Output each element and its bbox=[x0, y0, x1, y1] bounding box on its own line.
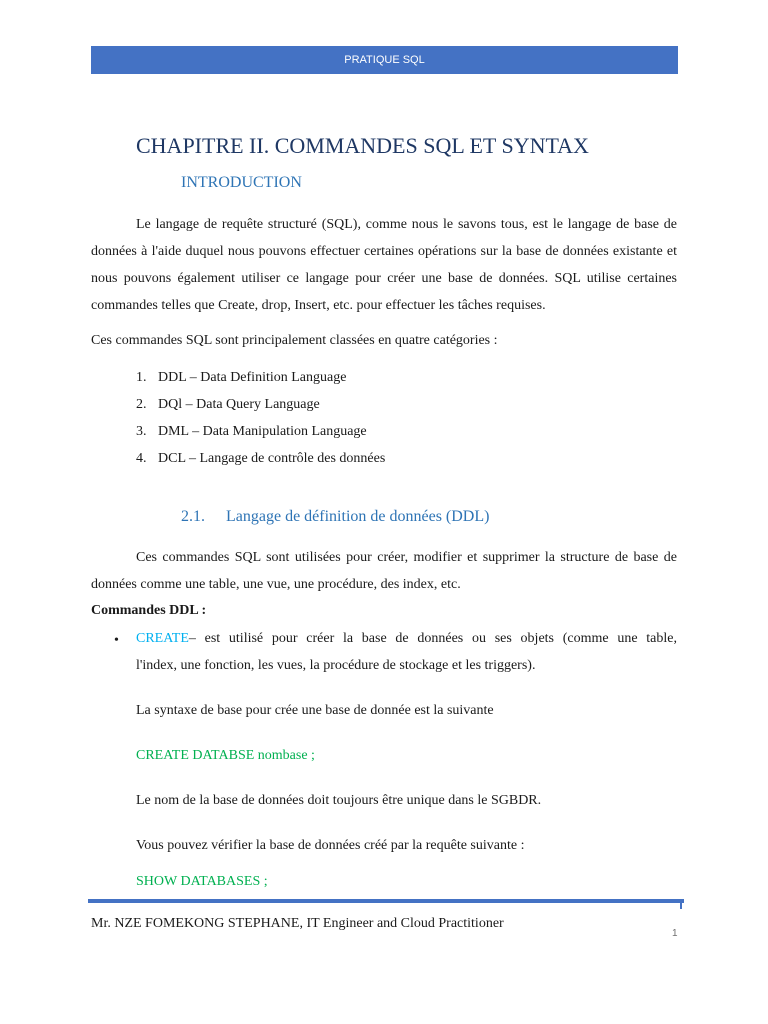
bullet-line-2: l'index, une fonction, les vues, la procédure de stockage et les triggers). bbox=[136, 658, 536, 673]
create-keyword: CREATE bbox=[136, 631, 189, 646]
footer-divider bbox=[88, 899, 684, 903]
list-separator: – bbox=[185, 451, 200, 466]
commands-label: Commandes DDL : bbox=[91, 603, 207, 618]
introduction-paragraph bbox=[91, 211, 677, 319]
bullet-dash: – bbox=[188, 631, 196, 646]
list-description: Data Manipulation Language bbox=[202, 424, 367, 439]
list-item bbox=[136, 451, 385, 467]
list-abbr: DCL bbox=[158, 451, 186, 466]
list-item bbox=[136, 424, 367, 440]
list-separator: – bbox=[186, 370, 201, 385]
section-paragraph-text: Ces commandes SQL sont utilisées pour créer, modifier et supprimer la structure de base de données comme une table, une vue, une procédure, des index, etc. bbox=[91, 550, 677, 592]
section-title: Langage de définition de données (DDL) bbox=[226, 508, 490, 525]
verify-note: Vous pouvez vérifier la base de données créé par la requête suivante : bbox=[136, 838, 525, 853]
code-create-database: CREATE DATABSE nombase ; bbox=[136, 748, 315, 763]
page-number: 1 bbox=[672, 928, 678, 939]
list-number: 4. bbox=[136, 451, 147, 466]
list-abbr: DML bbox=[158, 424, 189, 439]
running-header: PRATIQUE SQL bbox=[91, 46, 678, 74]
categories-intro: Ces commandes SQL sont principalement classées en quatre catégories : bbox=[91, 333, 498, 348]
introduction-heading: INTRODUCTION bbox=[181, 174, 302, 191]
bullet-text-1: est utilisé pour créer la base de données ou ses objets (comme une table, bbox=[195, 631, 677, 646]
bullet-line-1 bbox=[136, 631, 677, 647]
list-description: Data Query Language bbox=[196, 397, 320, 412]
unique-note: Le nom de la base de données doit toujours être unique dans le SGBDR. bbox=[136, 793, 542, 808]
list-separator: – bbox=[188, 424, 203, 439]
bullet-icon: • bbox=[114, 633, 119, 648]
code-show-databases: SHOW DATABASES ; bbox=[136, 874, 268, 889]
syntax-intro: La syntaxe de base pour crée une base de donnée est la suivante bbox=[136, 703, 494, 718]
section-number: 2.1. bbox=[181, 508, 205, 525]
list-number: 3. bbox=[136, 424, 147, 439]
section-heading bbox=[181, 508, 489, 526]
list-abbr: DQl bbox=[158, 397, 183, 412]
list-abbr: DDL bbox=[158, 370, 187, 385]
list-number: 1. bbox=[136, 370, 147, 385]
list-description: Data Definition Language bbox=[200, 370, 347, 385]
footer-divider-tick bbox=[680, 899, 682, 909]
introduction-paragraph-text: Le langage de requête structuré (SQL), comme nous le savons tous, est le langage de base de données à l'aide duquel nous pouvons effectuer certaines opérations sur la base de données existante et nous pouvons également utiliser ce langage pour créer une base de données. SQL utilise certaines commandes telles que Create, drop, Insert, etc. pour effectuer les tâches requises. bbox=[91, 217, 677, 313]
section-paragraph bbox=[91, 544, 677, 598]
list-item bbox=[136, 370, 346, 386]
chapter-title: CHAPITRE II. COMMANDES SQL ET SYNTAX bbox=[136, 133, 589, 158]
footer-author: Mr. NZE FOMEKONG STEPHANE, IT Engineer and Cloud Practitioner bbox=[91, 916, 504, 931]
list-item bbox=[136, 397, 320, 413]
list-separator: – bbox=[182, 397, 197, 412]
list-description: Langage de contrôle des données bbox=[199, 451, 386, 466]
list-number: 2. bbox=[136, 397, 147, 412]
